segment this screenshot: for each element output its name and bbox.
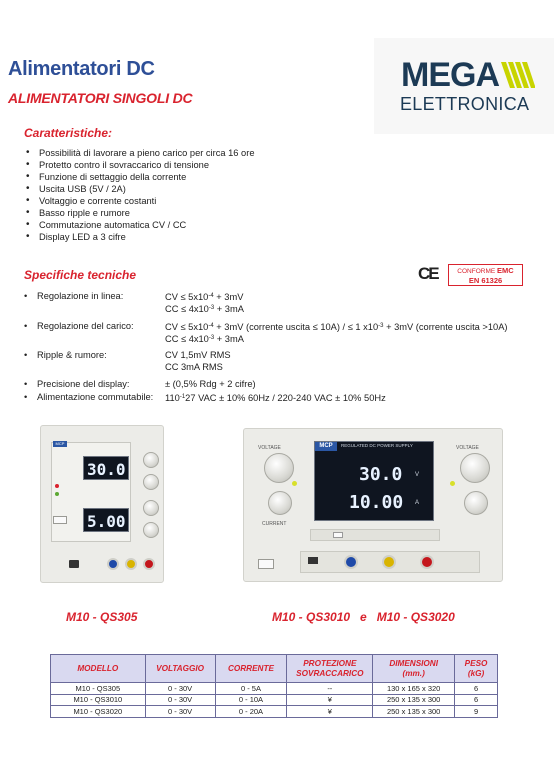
current-unit: A xyxy=(415,500,420,506)
cc-led-icon xyxy=(55,492,59,496)
column-header-voltaggio: VOLTAGGIO xyxy=(145,655,215,683)
table-cell: 250 x 135 x 300 xyxy=(373,694,455,706)
current-readout: 10.00 xyxy=(349,492,404,513)
cv-led-icon xyxy=(55,484,59,488)
ground-terminal-icon xyxy=(382,555,396,569)
column-header-peso: PESO (kG) xyxy=(455,655,498,683)
spec-value: CV ≤ $5x10^{-4} + 3mV$ (corrente uscita ≤ 10A) / ≤ 1 $x10^{-3} + 3mV$ (corrente uscita >10A) xyxy=(165,322,508,332)
product-image-large xyxy=(243,428,503,582)
control-strip xyxy=(310,529,440,541)
table-cell: 130 x 165 x 320 xyxy=(373,683,455,695)
current-readout: 5.00 xyxy=(87,512,126,531)
output-switch-icon xyxy=(333,532,343,538)
spec-value: CV 1,5mV RMS xyxy=(165,350,231,360)
usb-port-icon xyxy=(69,560,79,568)
positive-terminal-icon xyxy=(420,555,434,569)
spec-label: Regolazione del carico: xyxy=(37,321,134,331)
current-fine-knob xyxy=(143,522,159,538)
brand-badge: MCP xyxy=(315,442,337,451)
page-title: Alimentatori DC xyxy=(8,58,155,80)
current-knob xyxy=(143,500,159,516)
ce-mark: CE xyxy=(418,264,438,283)
voltage-readout: 30.0 xyxy=(359,464,403,485)
list-item: • Funzione di settaggio della corrente xyxy=(24,171,255,183)
spec-value: $110^{-1}27$ VAC ± 10% 60Hz / 220-240 VAC ± 10% 50Hz xyxy=(165,393,386,403)
negative-terminal-icon xyxy=(107,558,119,570)
current-knob-label-left: CURRENT xyxy=(262,521,287,527)
spec-label: Precisione del display: xyxy=(37,379,130,389)
caption-small-model: M10 - QS305 xyxy=(66,610,138,624)
models-table xyxy=(50,654,498,718)
list-item: • Protetto contro il sovraccarico di tensione xyxy=(24,159,255,171)
voltage-knob xyxy=(143,452,159,468)
logo-text-mega: MEGA xyxy=(401,56,499,94)
spec-value: ± (0,5% Rdg + 2 cifre) xyxy=(165,379,256,389)
list-item: • Possibilità di lavorare a pieno carico per circa 16 ore xyxy=(24,147,255,159)
voltage-coarse-knob xyxy=(264,453,294,483)
features-heading: Caratteristiche: xyxy=(24,126,113,140)
caption-large-model: M10 - QS3010 e M10 - QS3020 xyxy=(272,610,455,624)
table-cell: 0 - 30V xyxy=(145,683,215,695)
list-item: • Basso ripple e rumore xyxy=(24,207,255,219)
emc-label: EMC xyxy=(497,266,514,275)
spec-value: CV ≤ $5x10^{-4} + 3mV$ xyxy=(165,292,244,302)
company-logo xyxy=(374,38,554,134)
product-image-small xyxy=(40,425,164,583)
specs-heading: Specifiche tecniche xyxy=(24,268,137,282)
voltage-display xyxy=(83,456,129,480)
power-switch-icon xyxy=(53,516,67,524)
table-cell: ¥ xyxy=(287,694,373,706)
emc-standard: EN 61326 xyxy=(468,276,503,285)
emc-conforme: CONFORME xyxy=(457,268,496,275)
cv-led-icon xyxy=(292,481,297,486)
table-row xyxy=(51,683,498,695)
spec-value: CC ≤ $4x10^{-3} + 3mA$ xyxy=(165,334,244,344)
table-header-row xyxy=(51,655,498,683)
page-subtitle: ALIMENTATORI SINGOLI DC xyxy=(8,90,193,106)
logo-text-elettronica: ELETTRONICA xyxy=(400,94,530,114)
ground-terminal-icon xyxy=(125,558,137,570)
column-header-protezione: PROTEZIONE SOVRACCARICO xyxy=(287,655,373,683)
table-cell: 0 - 20A xyxy=(215,706,287,718)
list-item: • Commutazione automatica CV / CC xyxy=(24,219,255,231)
voltage-knob-label-right: VOLTAGE xyxy=(456,445,479,451)
positive-terminal-icon xyxy=(143,558,155,570)
column-header-corrente: CORRENTE xyxy=(215,655,287,683)
list-item: • Uscita USB (5V / 2A) xyxy=(24,183,255,195)
column-header-dimensioni: DIMENSIONI (mm.) xyxy=(373,655,455,683)
spec-label: Regolazione in linea: xyxy=(37,291,124,301)
table-row xyxy=(51,694,498,706)
cc-led-icon xyxy=(450,481,455,486)
table-cell: 9 xyxy=(455,706,498,718)
spec-value: CC 3mA RMS xyxy=(165,362,223,372)
current-coarse-knob xyxy=(460,453,490,483)
table-cell: 6 xyxy=(455,683,498,695)
table-cell: -- xyxy=(287,683,373,695)
list-item: • Voltaggio e corrente costanti xyxy=(24,195,255,207)
voltage-knob-label: VOLTAGE xyxy=(258,445,281,451)
power-switch-icon xyxy=(258,559,274,569)
table-cell: ¥ xyxy=(287,706,373,718)
list-item: • Display LED a 3 cifre xyxy=(24,231,255,243)
table-cell: M10 - QS305 xyxy=(51,683,146,695)
table-cell: M10 - QS3010 xyxy=(51,694,146,706)
table-row xyxy=(51,706,498,718)
table-cell: 0 - 30V xyxy=(145,694,215,706)
spec-label: Alimentazione commutabile: xyxy=(37,392,154,402)
voltage-readout: 30.0 xyxy=(87,460,126,479)
table-cell: 250 x 135 x 300 xyxy=(373,706,455,718)
logo-stripes-icon xyxy=(501,62,535,88)
voltage-fine-knob xyxy=(143,474,159,490)
column-header-modello: MODELLO xyxy=(51,655,146,683)
current-fine-knob xyxy=(464,491,488,515)
voltage-fine-knob xyxy=(268,491,292,515)
brand-badge: MCP xyxy=(53,441,67,447)
table-cell: 0 - 10A xyxy=(215,694,287,706)
model-text: REGULATED DC POWER SUPPLY xyxy=(341,443,413,448)
emc-badge xyxy=(448,264,523,286)
usb-port-icon xyxy=(308,557,318,564)
table-cell: 0 - 5A xyxy=(215,683,287,695)
features-list xyxy=(24,147,255,243)
table-cell: 0 - 30V xyxy=(145,706,215,718)
display-panel xyxy=(314,441,434,521)
voltage-unit: V xyxy=(415,472,420,478)
table-cell: M10 - QS3020 xyxy=(51,706,146,718)
table-cell: 6 xyxy=(455,694,498,706)
spec-value: CC ≤ $4x10^{-3} + 3mA$ xyxy=(165,304,244,314)
spec-label: Ripple & rumore: xyxy=(37,350,107,360)
current-display xyxy=(83,508,129,532)
negative-terminal-icon xyxy=(344,555,358,569)
